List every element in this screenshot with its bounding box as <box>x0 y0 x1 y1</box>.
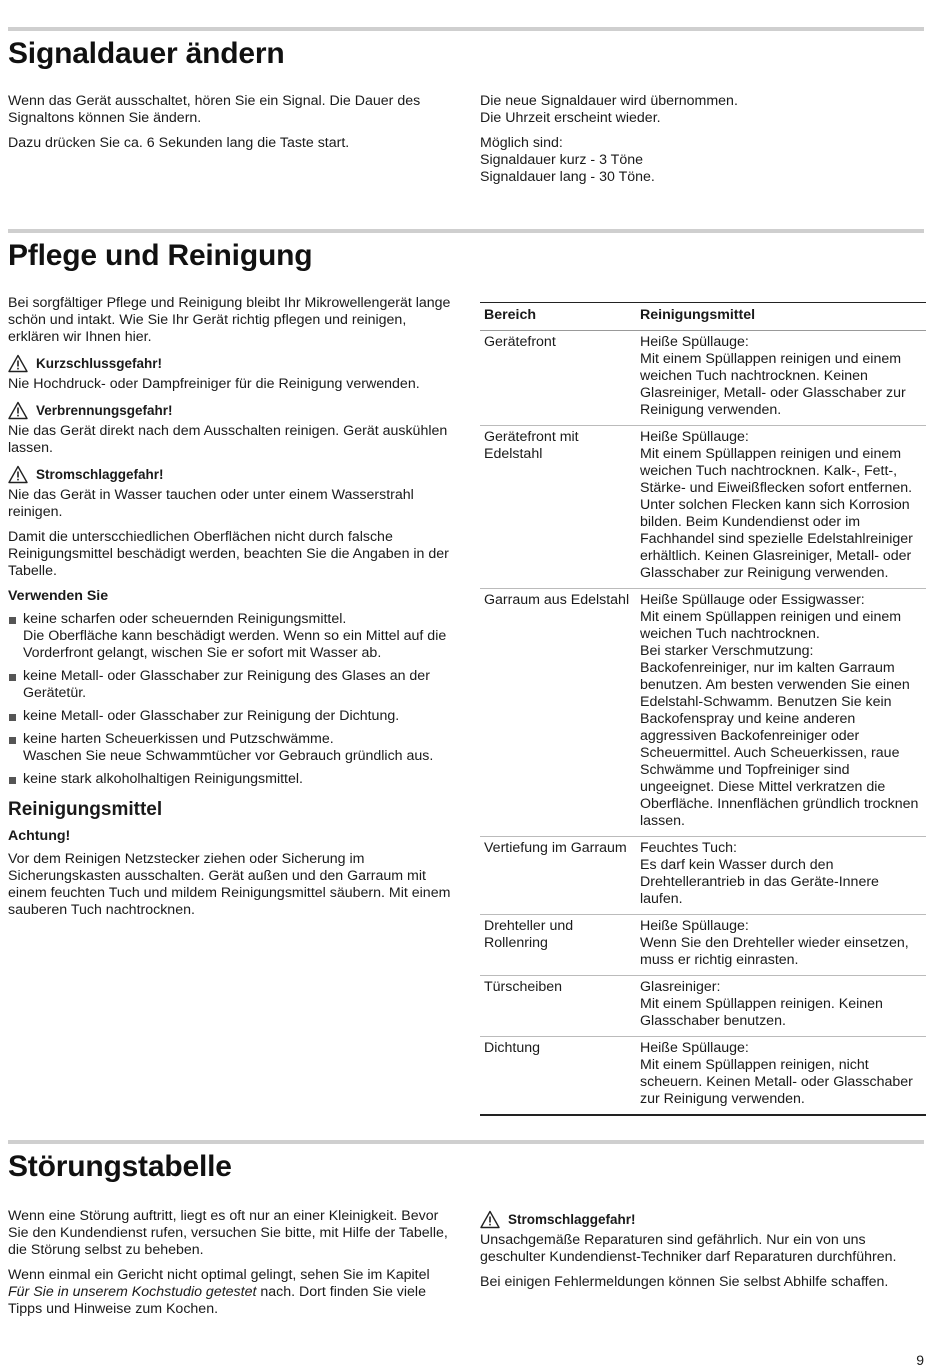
fault-right-column <box>480 1210 920 1299</box>
table-row <box>480 976 926 1037</box>
table-cell-area: Türscheiben <box>480 976 636 1037</box>
table-cell-area: Gerätefront <box>480 331 636 426</box>
paragraph: Bei sorgfältiger Pflege und Reinigung bleibt Ihr Mikrowellengerät lange schön und intakt. Wie Sie Ihr Gerät richtig pflegen und reinigen, erklären wir Ihnen hier. <box>8 295 451 345</box>
table-cell-agent: Heiße Spüllauge: Mit einem Spüllappen reinigen und einem weichen Tuch nachtrocknen. Kalk-, Fett-, Stärke- und Eiweißflecken sofort entfernen. Unter solchen Flecken kann sich Korrosion bilden. Beim Kundendienst oder im Fachhandel sind spezielle Edelstahlreiniger erhältlich. Keinen Glasreiniger, Metall- oder Glasschaber zur Reinigung verwenden. <box>636 426 926 589</box>
paragraph: Dazu drücken Sie ca. 6 Sekunden lang die Taste start. <box>8 135 350 151</box>
subheading-use: Verwenden Sie <box>8 588 109 604</box>
bullet-list <box>8 611 454 788</box>
warning-triangle-icon <box>8 401 28 420</box>
section-title-care: Pflege und Reinigung <box>8 239 313 272</box>
paragraph: Vor dem Reinigen Netzstecker ziehen oder Sicherung im Sicherungskasten ausschalten. Gerät außen und den Garraum mit einem feuchten Tuch und mildem Reinigungsmittel säubern. Mit einem sauberen Tuch nachtrocknen. <box>8 851 451 918</box>
signal-left-column <box>8 93 448 160</box>
column-header-area: Bereich <box>480 303 636 331</box>
paragraph: Damit die unterscchiedlichen Oberflächen nicht durch falsche Reinigungsmittel beschädigt werden, beachten Sie die Angaben in der Tabelle. <box>8 529 449 579</box>
list-item: keine scharfen oder scheuernden Reinigungsmittel. Die Oberfläche kann beschädigt werden. Wenn so ein Mittel auf die Vorderfront gelangt, wischen Sie er sofort mit Wasser ab. <box>8 611 454 662</box>
table-cell-area: Dichtung <box>480 1037 636 1116</box>
table-row <box>480 915 926 976</box>
paragraph <box>8 1267 454 1318</box>
table-cell-area: Garraum aus Edelstahl <box>480 589 636 837</box>
warning-text: Nie das Gerät direkt nach dem Ausschalten reinigen. Gerät auskühlen lassen. <box>8 423 448 456</box>
section-rule <box>8 27 924 31</box>
section-rule <box>8 229 924 233</box>
subheading-cleaning-agents: Reinigungsmittel <box>8 799 163 820</box>
list-item: keine Metall- oder Glasschaber zur Reinigung des Glases an der Gerätetür. <box>8 668 454 702</box>
care-left-column <box>8 295 454 927</box>
chapter-reference: Für Sie in unserem Kochstudio getestet <box>8 1284 257 1300</box>
table-row <box>480 837 926 915</box>
paragraph: Wenn das Gerät ausschaltet, hören Sie ein Signal. Die Dauer des Signaltons können Sie ändern. <box>8 93 421 126</box>
table-row <box>480 1037 926 1116</box>
paragraph: Wenn eine Störung auftritt, liegt es oft nur an einer Kleinigkeit. Bevor Sie den Kundendienst rufen, versuchen Sie bitte, mit Hilfe der Tabelle, die Störung selbst zu beheben. <box>8 1208 448 1258</box>
warning-text: Unsachgemäße Reparaturen sind gefährlich. Nur ein von uns geschulter Kundendienst-Techniker darf Reparaturen durchführen. <box>480 1232 897 1265</box>
table-row <box>480 589 926 837</box>
table-cell-agent: Feuchtes Tuch: Es darf kein Wasser durch den Drehtellerantrieb in das Geräte-Innere laufen. <box>636 837 926 915</box>
list-item: keine stark alkoholhaltigen Reinigungsmittel. <box>8 771 454 788</box>
warning-title: Verbrennungsgefahr! <box>36 403 173 418</box>
text-run: nach. Dort finden Sie viele Tipps und Hinweise zum Kochen. <box>8 1284 426 1317</box>
list-item: keine harten Scheuerkissen und Putzschwämme. Waschen Sie neue Schwammtücher vor Gebrauch gründlich aus. <box>8 731 454 765</box>
caution-label: Achtung! <box>8 828 71 844</box>
text-run: Wenn einmal ein Gericht nicht optimal gelingt, sehen Sie im Kapitel <box>8 1267 430 1283</box>
warning-title: Kurzschlussgefahr! <box>36 356 163 371</box>
table-row <box>480 331 926 426</box>
section-title-fault: Störungstabelle <box>8 1150 232 1183</box>
table-cell-area: Drehteller und Rollenring <box>480 915 636 976</box>
warning-text: Nie Hochdruck- oder Dampfreiniger für die Reinigung verwenden. <box>8 376 420 392</box>
warning-text: Nie das Gerät in Wasser tauchen oder unter einem Wasserstrahl reinigen. <box>8 487 414 520</box>
warning-electric-shock <box>480 1210 920 1229</box>
table-cell-agent: Glasreiniger: Mit einem Spüllappen reinigen. Keinen Glasschaber benutzen. <box>636 976 926 1037</box>
warning-electric-shock <box>8 465 454 484</box>
table-cell-agent: Heiße Spüllauge: Mit einem Spüllappen reinigen, nicht scheuern. Keinen Metall- oder Glasschaber zur Reinigung verwenden. <box>636 1037 926 1116</box>
section-rule <box>8 1140 924 1144</box>
warning-burn <box>8 401 454 420</box>
table-cell-agent: Heiße Spüllauge oder Essigwasser: Mit einem Spüllappen reinigen und einem weichen Tuch nachtrocknen. Bei starker Verschmutzung: Backofenreiniger, nur im kalten Garraum benutzen. Am besten verwenden Sie einen Edelstahl-Schwamm. Benutzen Sie kein Backofenspray und keine anderen aggressiven Backofenreiniger oder Scheuermittel. Auch Scheuerkissen, raue Schwämme und Topfreiniger sind ungeeignet. Diese Mittel verkratzen die Oberfläche. Innenflächen gründlich trocknen lassen. <box>636 589 926 837</box>
list-item: keine Metall- oder Glasschaber zur Reinigung der Dichtung. <box>8 708 454 725</box>
table-header-row <box>480 303 926 331</box>
section-title-signal: Signaldauer ändern <box>8 37 285 70</box>
signal-right-column <box>480 93 920 194</box>
warning-short-circuit <box>8 354 454 373</box>
warning-title: Stromschlaggefahr! <box>36 467 164 482</box>
column-header-agent: Reinigungsmittel <box>636 303 926 331</box>
warning-title: Stromschlaggefahr! <box>508 1212 636 1227</box>
table-row <box>480 426 926 589</box>
warning-triangle-icon <box>480 1210 500 1229</box>
fault-left-column <box>8 1208 454 1326</box>
table-cell-area: Vertiefung im Garraum <box>480 837 636 915</box>
table-cell-agent: Heiße Spüllauge: Mit einem Spüllappen reinigen und einem weichen Tuch nachtrocknen. Keinen Glasreiniger, Metall- oder Glasschaber zur Reinigung verwenden. <box>636 331 926 426</box>
paragraph: Möglich sind: Signaldauer kurz - 3 Töne Signaldauer lang - 30 Töne. <box>480 135 655 185</box>
warning-text: Bei einigen Fehlermeldungen können Sie selbst Abhilfe schaffen. <box>480 1274 889 1290</box>
paragraph: Die neue Signaldauer wird übernommen. Die Uhrzeit erscheint wieder. <box>480 93 738 126</box>
warning-triangle-icon <box>8 354 28 373</box>
warning-triangle-icon <box>8 465 28 484</box>
table-cell-agent: Heiße Spüllauge: Wenn Sie den Drehteller wieder einsetzen, muss er richtig einrasten. <box>636 915 926 976</box>
table-cell-area: Gerätefront mit Edelstahl <box>480 426 636 589</box>
cleaning-table <box>480 302 926 1116</box>
page-number: 9 <box>916 1352 924 1368</box>
